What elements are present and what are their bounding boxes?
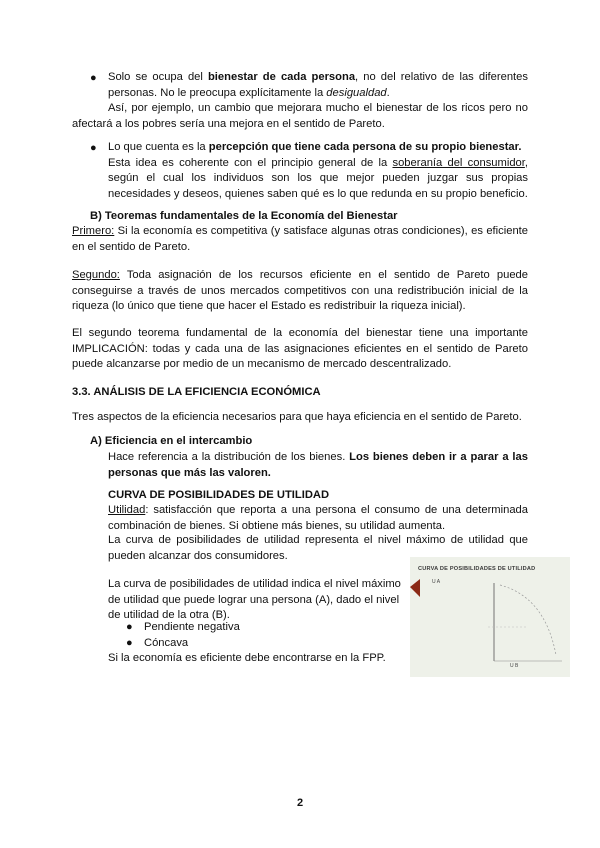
bullet-dot-icon: ● — [90, 72, 97, 84]
curve-indicates-paragraph: La curva de posibilidades de utilidad indica el nivel máximo de utilidad que puede lograr una persona (A), dado el nivel de utilidad de la otra (B). — [108, 578, 401, 621]
text-span: . — [386, 86, 390, 99]
curve-heading: CURVA DE POSIBILIDADES DE UTILIDAD — [108, 489, 330, 501]
segundo-paragraph: Segundo: Toda asignación de los recursos eficiente en el sentido de Pareto puede conseguirse a través de unos mercados competitivos con una redistribución inicial de la riqueza (lo único que tiene que hacer el Estado es redistribuir la riqueza inicial). — [72, 269, 528, 312]
bold-text: Los bienes deben ir a parar a las personas que más las valoren. — [108, 451, 528, 479]
bold-text: percepción que tiene cada persona de su propio bienestar. — [208, 141, 522, 153]
list-item: ● Cóncava — [126, 636, 386, 652]
section-b-heading: B) Teoremas fundamentales de la Economía del Bienestar — [90, 210, 398, 222]
curve-paragraph: La curva de posibilidades de utilidad representa el nivel máximo de utilidad que pueden alcanzar dos consumidores. — [108, 534, 528, 562]
text-span: , según el cual los individuos son los que mejor pueden juzgar sus propias necesidades y deseos, quienes saben qué es lo que redunda en su propio beneficio. — [108, 156, 528, 200]
text-span: Solo se ocupa del — [108, 71, 208, 83]
underlined-text: soberanía del consumidor — [392, 156, 525, 169]
utilidad-label: Utilidad — [108, 504, 146, 516]
bullet-1 — [90, 70, 528, 101]
page-number: 2 — [296, 797, 304, 809]
marker-triangle-icon — [410, 579, 420, 597]
y-axis-label: U A — [432, 579, 441, 585]
utility-curve-figure — [410, 557, 570, 677]
x-axis-label: U B — [510, 663, 519, 669]
bullet-dot-icon: ● — [126, 636, 133, 649]
text-span: Esta idea es coherente con el principio general de la — [108, 156, 393, 169]
primero-label: Primero: — [72, 225, 115, 237]
section-heading: 3.3. ANÁLISIS DE LA EFICIENCIA ECONÓMICA — [72, 386, 321, 398]
sub-a-heading: A) Eficiencia en el intercambio — [90, 435, 253, 447]
sub-a-paragraph: Hace referencia a la distribución de los bienes. Los bienes deben ir a parar a las personas que más las valoren. — [108, 451, 528, 479]
bullet-dot-icon: ● — [90, 142, 97, 154]
figure-title: CURVA DE POSIBILIDADES DE UTILIDAD — [418, 566, 536, 572]
bullet-dot-icon: ● — [126, 621, 133, 633]
implicacion-paragraph: El segundo teorema fundamental de la economía del bienestar tiene una importante IMPLICACIÓN: todas y cada una de las asignaciones eficientes en el sentido de Pareto puede alcanzarse por medio de un mecanismo de mercado descentralizado. — [72, 327, 528, 370]
bullet-2 — [90, 140, 528, 202]
primero-paragraph: Primero: Si la economía es competitiva (y satisface algunas otras condiciones), es eficiente en el sentido de Pareto. — [72, 225, 528, 253]
list-item: ● Pendiente negativa — [126, 620, 386, 636]
utility-curve — [500, 585, 556, 655]
property-list — [126, 620, 386, 651]
intro-paragraph: Tres aspectos de la eficiencia necesarios para que haya eficiencia en el sentido de Pareto. — [72, 411, 522, 423]
segundo-label: Segundo: — [72, 269, 120, 281]
fpp-paragraph: Si la economía es eficiente debe encontrarse en la FPP. — [108, 652, 386, 664]
text-span: Lo que cuenta es la — [108, 141, 209, 153]
bold-text: bienestar de cada persona — [207, 71, 356, 83]
text-span: , no del relativo de las diferentes personas. No le preocupa explícitamente la — [108, 71, 528, 99]
utilidad-paragraph: Utilidad: satisfacción que reporta a una persona el consumo de una determinada combinación de bienes. Si obtiene más bienes, su utilidad aumenta. — [108, 504, 528, 532]
italic-text: desigualdad — [326, 86, 387, 99]
example-paragraph: Así, por ejemplo, un cambio que mejorara mucho el bienestar de los ricos pero no afectará a los pobres sería una mejora en el sentido de Pareto. — [72, 102, 528, 130]
utility-curve-diagram — [410, 557, 570, 677]
